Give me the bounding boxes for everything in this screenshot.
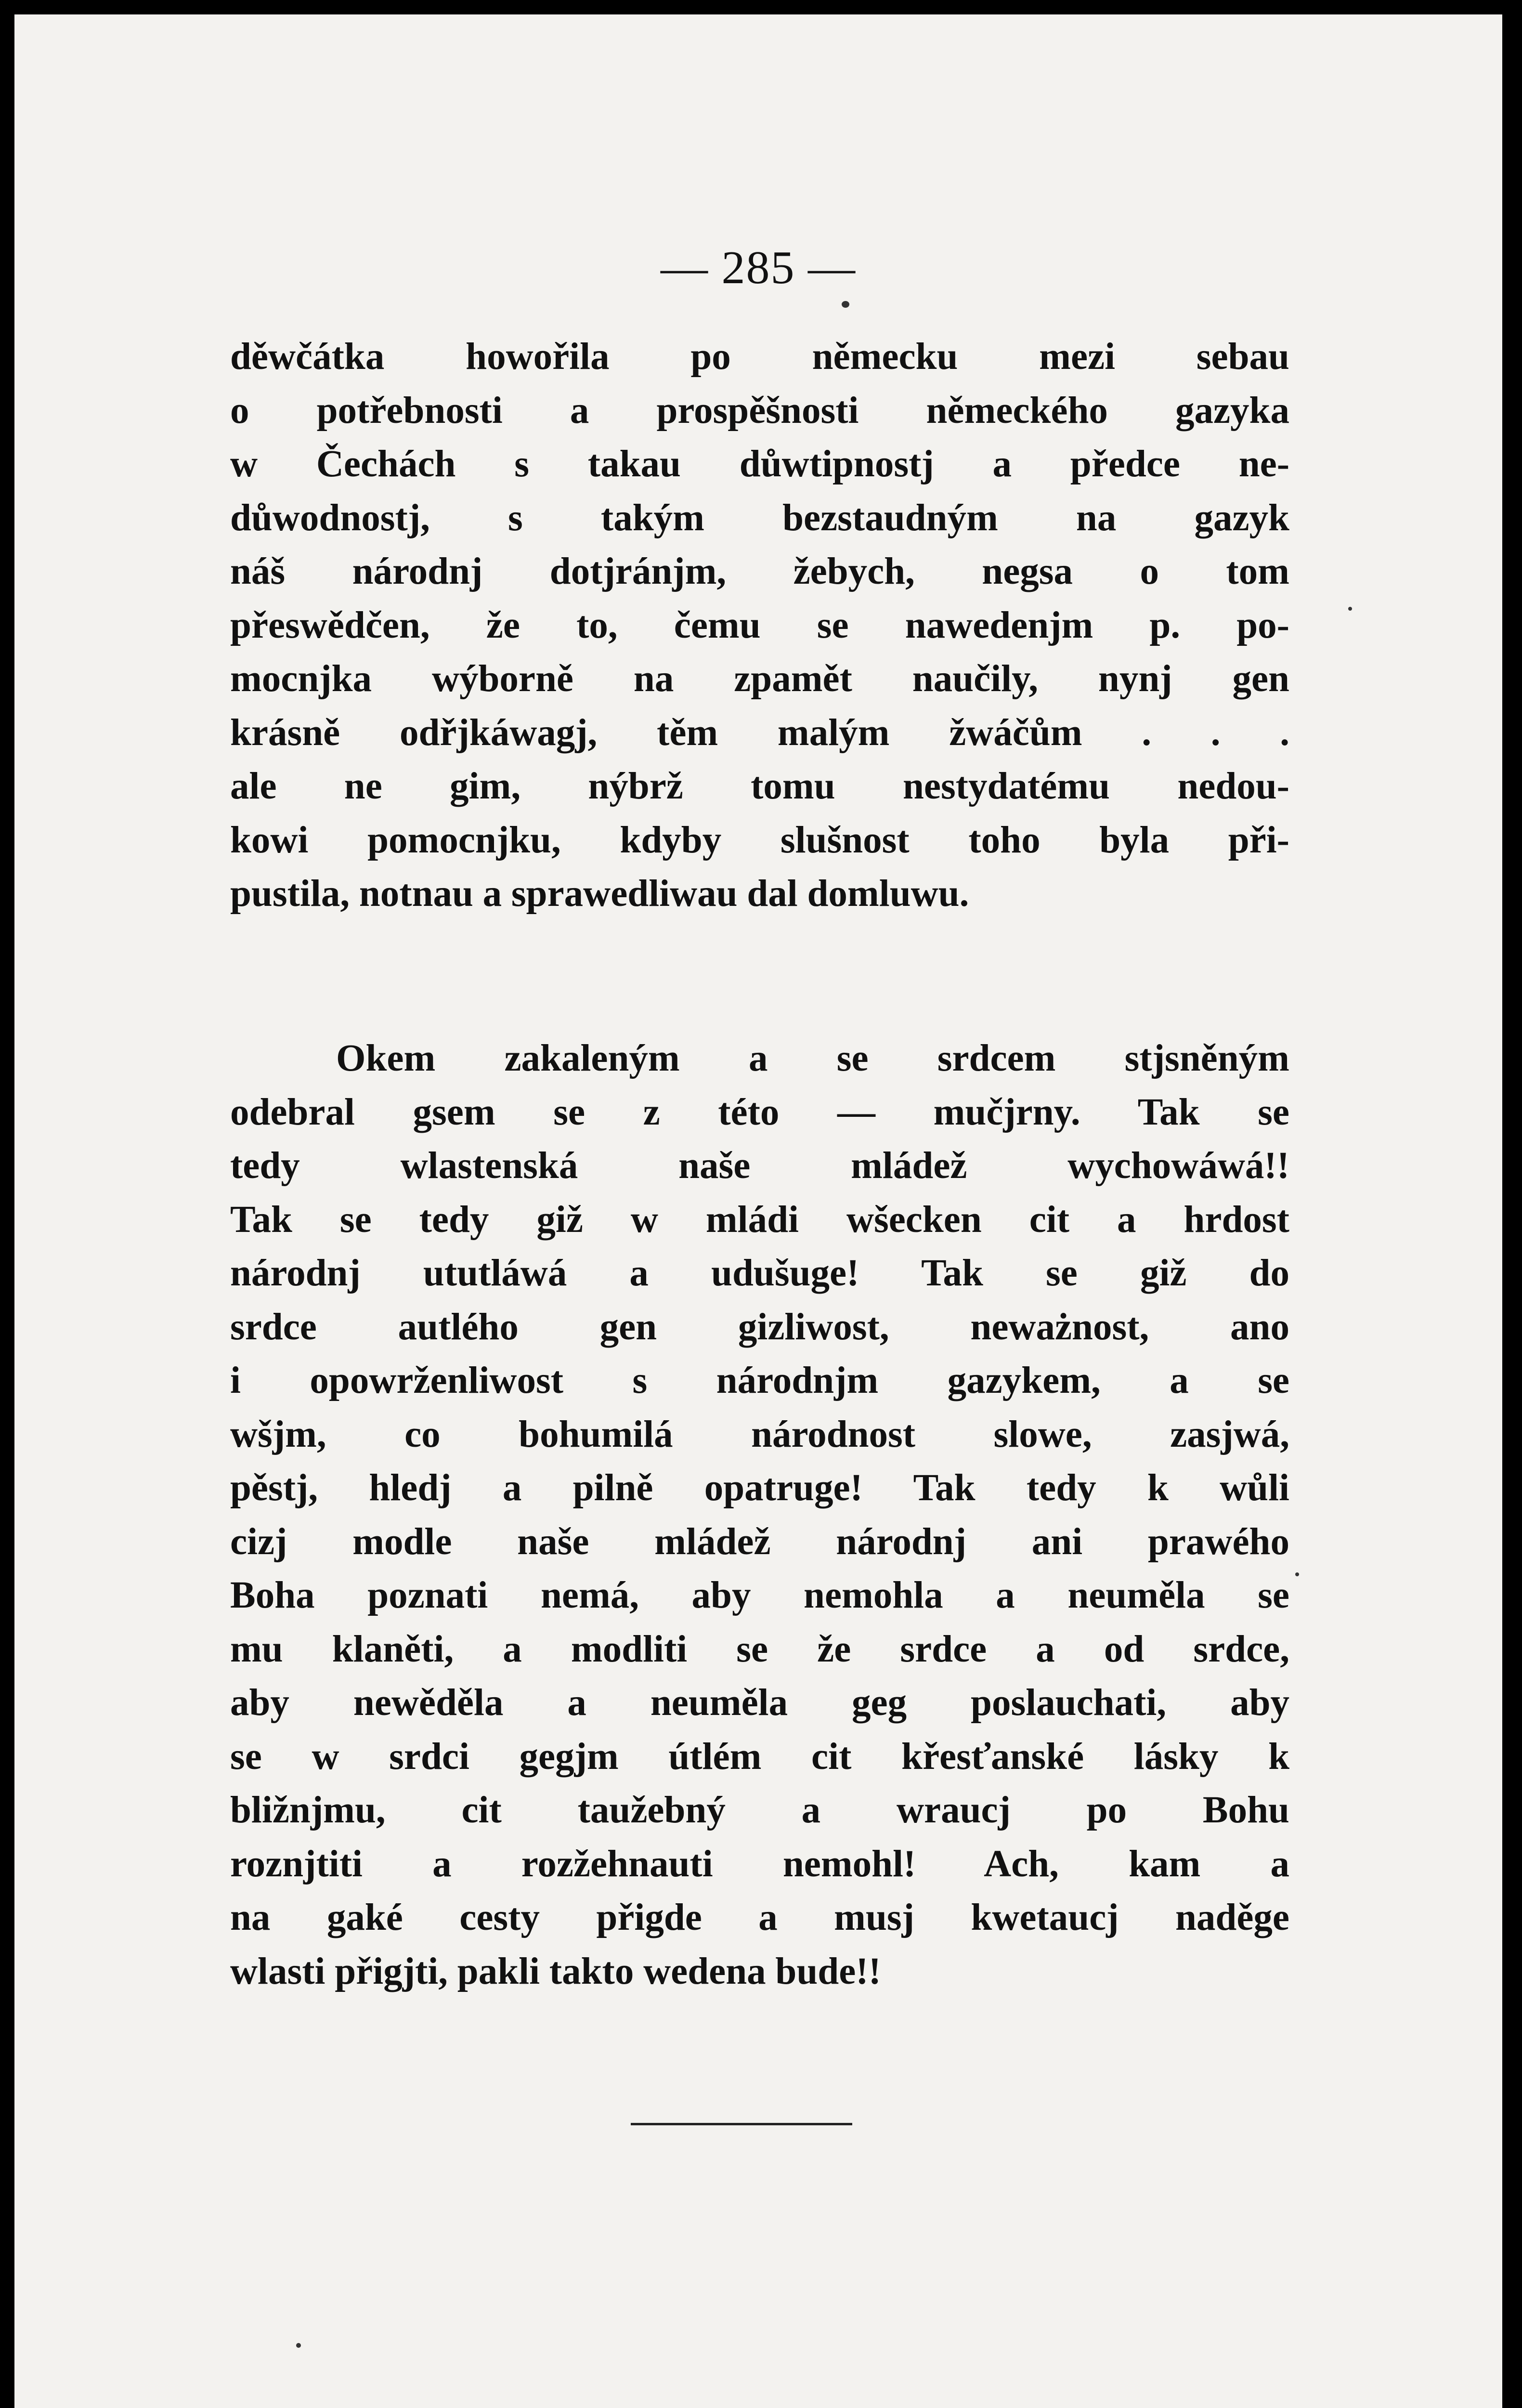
text-line: roznjtiti a rozžehnauti nemohl! Ach, kam a [230, 1843, 1289, 1885]
text-line: pěstj, hledj a pilně opatruge! Tak tedy k wůli [230, 1467, 1289, 1509]
text-line: důwodnostj, s takým bezstaudným na gazyk [230, 497, 1289, 539]
text-line: Okem zakaleným a se srdcem stjsněným [336, 1037, 1289, 1079]
text-line: i opowrženliwost s národnjm gazykem, a se [230, 1360, 1289, 1401]
text-line: náš národnj dotjránjm, žebych, negsa o tom [230, 550, 1289, 592]
text-line: národnj ututláwá a udušuge! Tak se giž do [230, 1252, 1289, 1294]
book-page [14, 14, 1502, 2408]
text-line: srdce autlého gen gizliwost, neważnost, ano [230, 1306, 1289, 1348]
paragraph-1 [230, 330, 1289, 921]
text-line: aby newěděla a neuměla geg poslauchati, aby [230, 1682, 1289, 1724]
section-divider [631, 2123, 852, 2125]
text-line: bližnjmu, cit taužebný a wraucj po Bohu [230, 1789, 1289, 1831]
ink-speck [1295, 1572, 1299, 1576]
text-line: o potřebnosti a prospěšnosti německého gazyka [230, 389, 1289, 432]
text-line: mu klaněti, a modliti se že srdce a od srdce, [230, 1628, 1289, 1670]
text-line: ale ne gim, nýbrž tomu nestydatému nedou- [230, 765, 1289, 807]
text-line: děwčátka howořila po německu mezi sebau [230, 336, 1289, 378]
text-line: mocnjka wýborně na zpamět naučily, nynj gen [230, 658, 1289, 700]
text-line: w Čechách s takau důwtipnostj a předce ne- [230, 443, 1289, 485]
ink-speck [842, 301, 849, 308]
text-line: cizj modle naše mládež národnj ani prawého [230, 1520, 1289, 1563]
text-line: tedy wlastenská naše mládež wychowáwá!! [230, 1145, 1289, 1187]
text-line: wlasti přigjti, pakli takto wedena bude!! [230, 1950, 881, 1992]
text-line: odebral gsem se z této — mučjrny. Tak se [230, 1091, 1289, 1133]
text-line: Tak se tedy giž w mládi wšecken cit a hrdost [230, 1198, 1289, 1241]
ink-speck [1348, 607, 1352, 611]
paragraph-2 [230, 1032, 1289, 1998]
page-number: — 285 — [661, 242, 856, 294]
text-line: wšjm, co bohumilá národnost slowe, zasjwá, [230, 1413, 1289, 1455]
text-line: kowi pomocnjku, kdyby slušnost toho byla při- [230, 819, 1289, 861]
ink-speck [296, 2343, 301, 2348]
text-line: Boha poznati nemá, aby nemohla a neuměla se [230, 1574, 1289, 1616]
text-line: se w srdci gegjm útlém cit křesťanské lásky k [230, 1735, 1289, 1778]
text-line: krásně odřjkáwagj, těm malým žwáčům . . . [230, 711, 1289, 754]
text-line: pustila, notnau a sprawedliwau dal domluwu. [230, 873, 969, 915]
text-line: přeswědčen, že to, čemu se nawedenjm p. po- [230, 604, 1289, 646]
text-line: na gaké cesty přigde a musj kwetaucj naděge [230, 1897, 1289, 1938]
